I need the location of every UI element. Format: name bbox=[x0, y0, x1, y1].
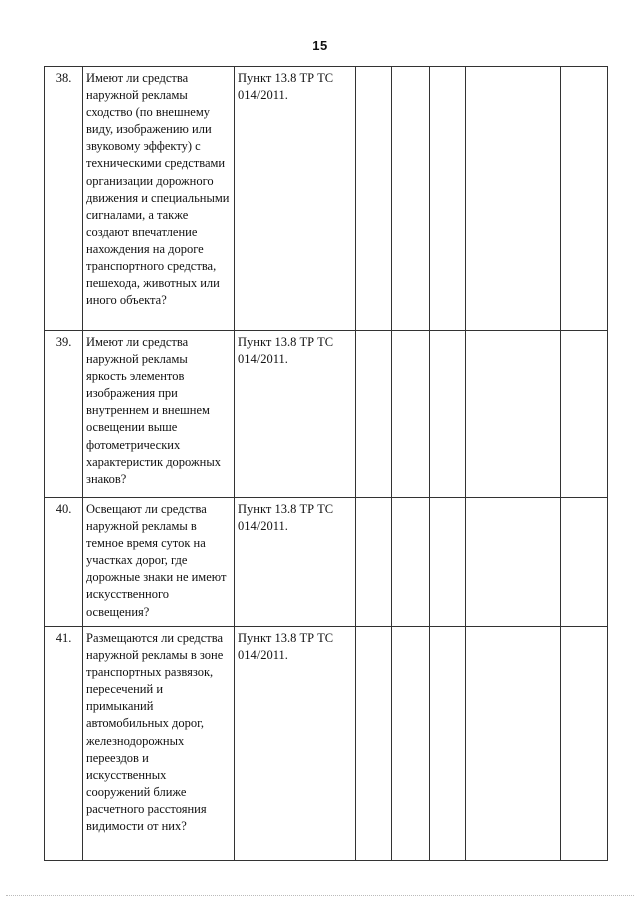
table-row bbox=[45, 67, 608, 331]
answer-na-cell[interactable] bbox=[430, 67, 466, 331]
answer-no-cell[interactable] bbox=[392, 67, 430, 331]
answer-na-cell[interactable] bbox=[430, 331, 466, 498]
answer-extra-cell[interactable] bbox=[466, 67, 561, 331]
answer-yes-cell[interactable] bbox=[356, 498, 392, 627]
row-number: 39. bbox=[45, 331, 83, 498]
page-bottom-edge bbox=[6, 895, 634, 896]
reference-text: Пункт 13.8 ТР ТС 014/2011. bbox=[238, 335, 334, 367]
reference-text: Пункт 13.8 ТР ТС 014/2011. bbox=[238, 502, 334, 534]
reference-cell bbox=[235, 67, 356, 331]
table-row bbox=[45, 498, 608, 627]
page-number: 15 bbox=[312, 38, 328, 53]
question-text: Имеют ли средства наружной рекламы яркость элементов изображения при внутреннем и внешнем освещении выше фотометрических характеристик дорожных знаков? bbox=[83, 331, 235, 498]
answer-yes-cell[interactable] bbox=[356, 331, 392, 498]
answer-no-cell[interactable] bbox=[392, 331, 430, 498]
checklist-table bbox=[44, 66, 608, 861]
reference-text: Пункт 13.8 ТР ТС 014/2011. bbox=[238, 71, 334, 103]
answer-yes-cell[interactable] bbox=[356, 67, 392, 331]
answer-extra-cell[interactable] bbox=[466, 498, 561, 627]
comment-cell[interactable] bbox=[561, 627, 608, 861]
answer-na-cell[interactable] bbox=[430, 627, 466, 861]
comment-cell[interactable] bbox=[561, 67, 608, 331]
row-number: 38. bbox=[45, 67, 83, 331]
reference-cell bbox=[235, 331, 356, 498]
row-number: 40. bbox=[45, 498, 83, 627]
answer-no-cell[interactable] bbox=[392, 498, 430, 627]
table-row bbox=[45, 331, 608, 498]
reference-cell bbox=[235, 627, 356, 861]
question-text: Размещаются ли средства наружной рекламы в зоне транспортных развязок, пересечений и примыканий автомобильных дорог, железнодорожных переездов и искусственных сооружений ближе расчетного расстояния видимости от них? bbox=[83, 627, 235, 861]
comment-cell[interactable] bbox=[561, 498, 608, 627]
answer-extra-cell[interactable] bbox=[466, 331, 561, 498]
question-text: Имеют ли средства наружной рекламы сходство (по внешнему виду, изображению или звуковому эффекту) с техническими средствами организации дорожного движения и специальными сигналами, а также создают впечатление нахождения на дороге транспортного средства, пешехода, животных или иного объекта? bbox=[83, 67, 235, 331]
row-number: 41. bbox=[45, 627, 83, 861]
table-row bbox=[45, 627, 608, 861]
answer-extra-cell[interactable] bbox=[466, 627, 561, 861]
reference-text: Пункт 13.8 ТР ТС 014/2011. bbox=[238, 631, 334, 663]
question-text: Освещают ли средства наружной рекламы в темное время суток на участках дорог, где дорожные знаки не имеют искусственного освещения? bbox=[83, 498, 235, 627]
answer-yes-cell[interactable] bbox=[356, 627, 392, 861]
answer-no-cell[interactable] bbox=[392, 627, 430, 861]
answer-na-cell[interactable] bbox=[430, 498, 466, 627]
reference-cell bbox=[235, 498, 356, 627]
comment-cell[interactable] bbox=[561, 331, 608, 498]
